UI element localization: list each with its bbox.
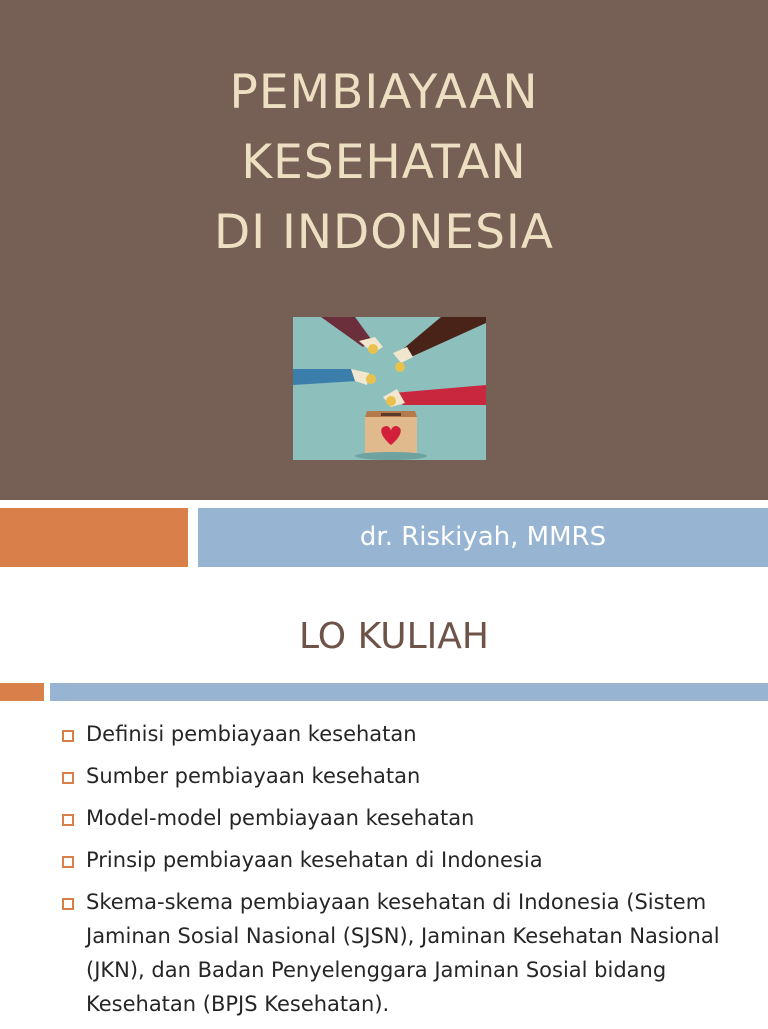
list-item-text: Definisi pembiayaan kesehatan <box>86 722 417 746</box>
list-item <box>55 885 755 1021</box>
objectives-list <box>55 717 755 1029</box>
square-bullet-icon <box>62 856 74 868</box>
presentation-title <box>0 58 768 268</box>
title-line-3: DI INDONESIA <box>214 205 554 260</box>
title-slide <box>0 0 768 500</box>
square-bullet-icon <box>62 730 74 742</box>
list-item <box>55 843 755 877</box>
list-item <box>55 759 755 793</box>
list-item <box>55 717 755 751</box>
title-line-1: PEMBIAYAAN <box>229 65 539 120</box>
list-item-text: Model-model pembiayaan kesehatan <box>86 806 475 830</box>
author-name: dr. Riskiyah, MMRS <box>359 522 607 552</box>
title-line-2: KESEHATAN <box>241 135 527 190</box>
square-bullet-icon <box>62 772 74 784</box>
accent-bar-orange-small <box>0 683 44 701</box>
square-bullet-icon <box>62 814 74 826</box>
list-item-text: Sumber pembiayaan kesehatan <box>86 764 421 788</box>
accent-bar-blue-wide <box>50 683 768 701</box>
square-bullet-icon <box>62 898 74 910</box>
list-item <box>55 801 755 835</box>
accent-bar-orange <box>0 508 188 567</box>
section-title: LO KULIAH <box>299 616 489 657</box>
list-item-text: Skema-skema pembiayaan kesehatan di Indonesia (Sistem Jaminan Sosial Nasional (SJSN), Jaminan Kesehatan Nasional (JKN), dan Badan Penyelenggara Jaminan Sosial bidang Kesehatan (BPJS Kesehatan). <box>86 890 720 1016</box>
list-item-text: Prinsip pembiayaan kesehatan di Indonesia <box>86 848 543 872</box>
donation-hands-heart-box-icon <box>293 317 486 460</box>
